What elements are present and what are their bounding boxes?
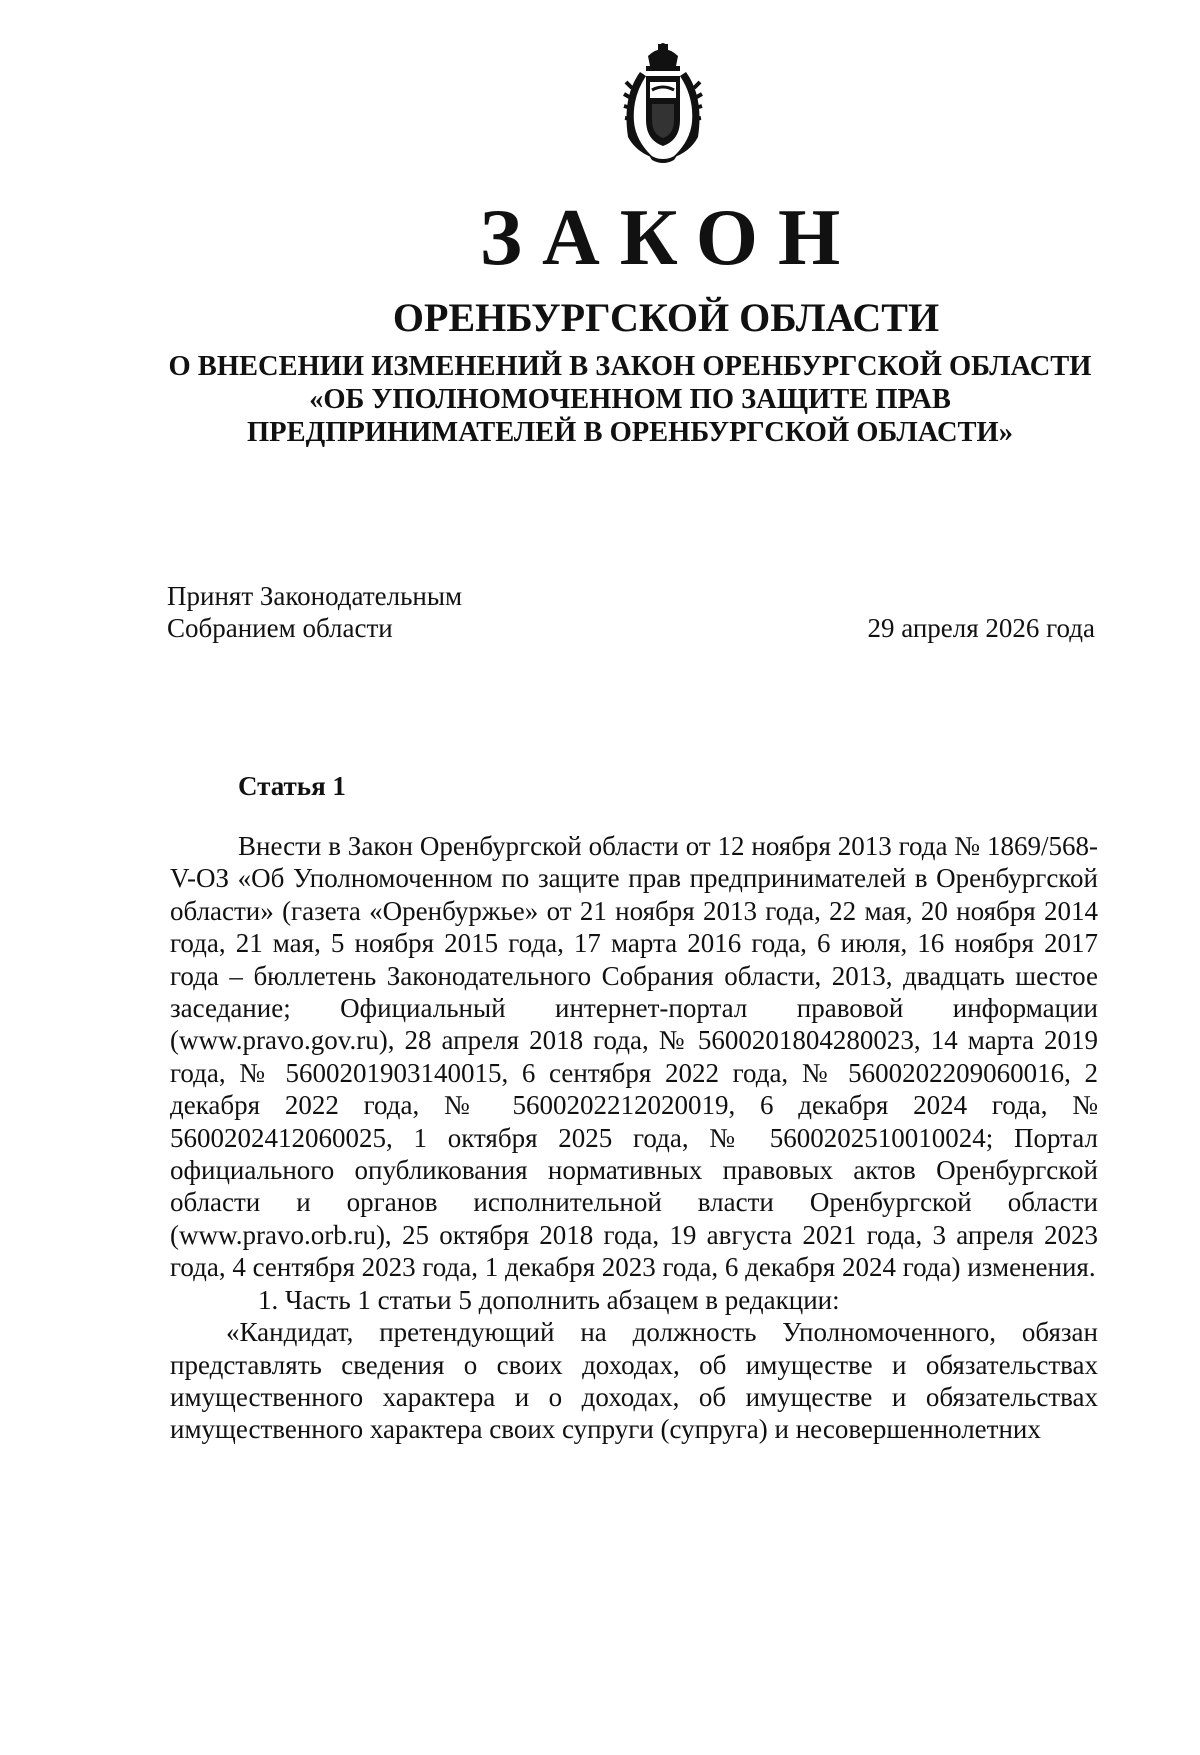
subject-line-2: «ОБ УПОЛНОМОЧЕННОМ ПО ЗАЩИТЕ ПРАВ — [309, 384, 951, 415]
paragraph-item-1: 1. Часть 1 статьи 5 дополнить абзацем в редакции: — [258, 1284, 840, 1315]
law-subject — [130, 350, 1130, 449]
subject-line-1: О ВНЕСЕНИИ ИЗМЕНЕНИЙ В ЗАКОН ОРЕНБУРГСКОЙ ОБЛАСТИ — [168, 351, 1092, 382]
region-name: ОРЕНБУРГСКОЙ ОБЛАСТИ — [392, 295, 940, 340]
document-title: ЗАКОН — [479, 194, 861, 282]
adoption-date: 29 апреля 2026 года — [867, 613, 1095, 643]
article-heading: Статья 1 — [238, 771, 346, 801]
paragraph-intro: Внести в Закон Оренбургской области от 12 ноября 2013 года № 1869/568-V-ОЗ «Об Уполномоченном по защите прав предпринимателей в Оренбургской области» (газета «Оренбуржье» от 21 ноября 2013 года, 22 мая, 20 ноября 2014 года, 21 мая, 5 ноября 2015 года, 17 марта 2016 года, 6 июля, 16 ноября 2017 года – бюллетень Законодательного Собрания области, 2013, двадцать шестое заседание; Официальный интернет-портал правовой информации (www.pravo.gov.ru), 28 апреля 2018 года, № 5600201804280023, 14 марта 2019 года, № 5600201903140015, 6 сентября 2022 года, № 5600202209060016, 2 декабря 2022 года, № 5600202212020019, 6 декабря 2024 года, № 5600202412060025, 1 октября 2025 года, № 5600202510010024; Портал официального опубликования нормативных правовых актов Оренбургской области и органов исполнительной власти Оренбургской области (www.pravo.orb.ru), 25 октября 2018 года, 19 августа 2021 года, 3 апреля 2023 года, 4 сентября 2023 года, 1 декабря 2023 года, 6 декабря 2024 года) изменения. — [170, 831, 1098, 1283]
paragraph-quote: «Кандидат, претендующий на должность Уполномоченного, обязан представлять сведения о своих доходах, об имуществе и обязательствах имущественного характера и о доходах, об имуществе и обязательствах имущественного характера своих супруги (супруга) и несовершеннолетних — [170, 1317, 1098, 1445]
adoption-line-2: Собранием области — [167, 613, 393, 643]
adoption-note — [167, 580, 462, 644]
adoption-line-1: Принят Законодательным — [167, 581, 463, 611]
coat-of-arms-icon — [618, 42, 708, 164]
subject-line-3: ПРЕДПРИНИМАТЕЛЕЙ В ОРЕНБУРГСКОЙ ОБЛАСТИ» — [247, 417, 1013, 448]
article-body — [170, 830, 1098, 1446]
